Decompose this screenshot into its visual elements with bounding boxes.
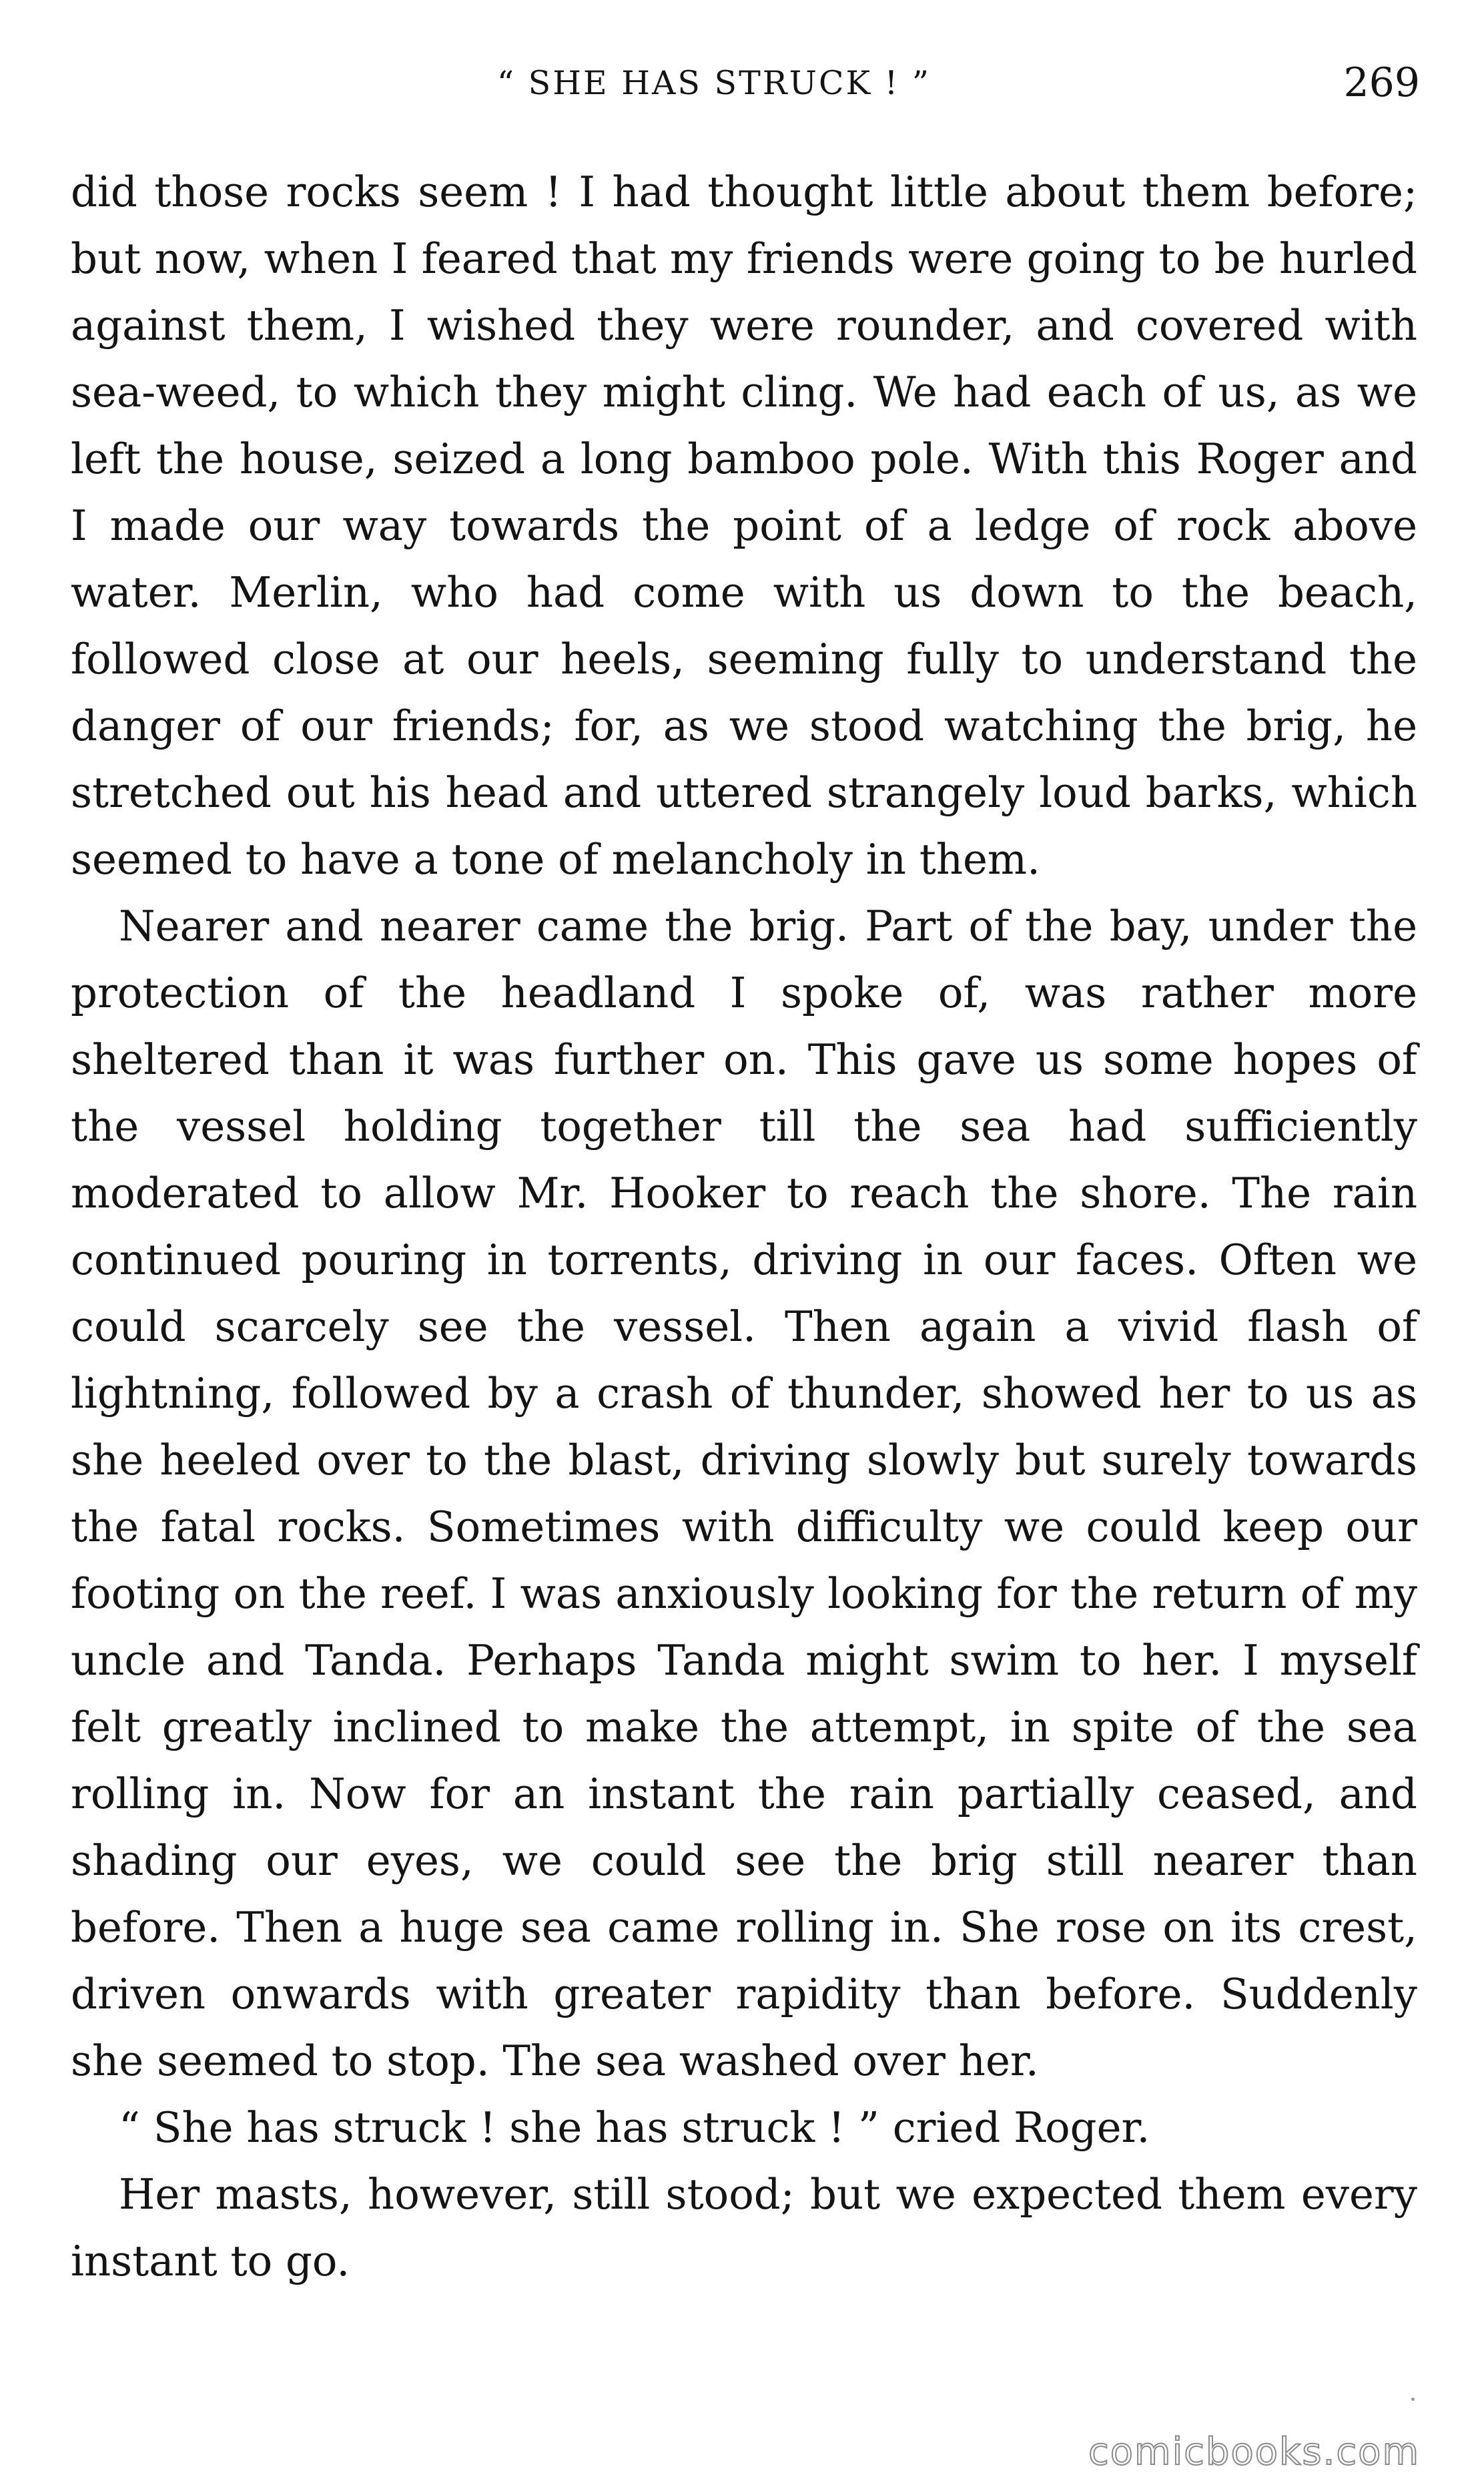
page-number: 269 [1343, 59, 1420, 106]
paragraph-continued: did those rocks seem ! I had thought little about them before; but now, when I feared that my friends were going to be hurled against them, I wished they were rounder, and covered with sea-weed, to which they might cling. We had each of us, as we left the house, seized a long bamboo pole. With this Roger and I made our way towards the point of a ledge of rock above water. Merlin, who had come with us down to the beach, followed close at our heels, seeming fully to understand the danger of our friends; for, as we stood watching the brig, he stretched out his head and uttered strangely loud barks, which seemed to have a tone of melancholy in them. [71, 168, 1417, 884]
watermark-logo: comicbooks.com [1088, 2430, 1420, 2474]
print-speck [1411, 2398, 1415, 2401]
running-title: “ SHE HAS STRUCK ! ” [497, 64, 931, 102]
paragraph: Her masts, however, still stood; but we expected them every instant to go. [71, 2170, 1417, 2285]
paragraph-dialogue: “ She has struck ! she has struck ! ” cried Roger. [119, 2103, 1150, 2152]
paragraph: Nearer and nearer came the brig. Part of the bay, under the protection of the headland I spoke of, was rather more sheltered than it was further on. This gave us some hopes of the vessel holding together till the sea had sufficiently moderated to allow Mr. Hooker to reach the shore. The rain continued pouring in torrents, driving in our faces. Often we could scarcely see the vessel. Then again a vivid flash of lightning, followed by a crash of thunder, showed her to us as she heeled over to the blast, driving slowly but surely towards the fatal rocks. Sometimes with difficulty we could keep our footing on the reef. I was anxiously looking for the return of my uncle and Tanda. Perhaps Tanda might swim to her. I myself felt greatly inclined to make the attempt, in spite of the sea rolling in. Now for an instant the rain partially ceased, and shading our eyes, we could see the brig still nearer than before. Then a huge sea came rolling in. She rose on its crest, driven onwards with greater rapidity than before. Suddenly she seemed to stop. The sea washed over her. [71, 902, 1417, 2085]
body-text [71, 159, 1417, 2295]
